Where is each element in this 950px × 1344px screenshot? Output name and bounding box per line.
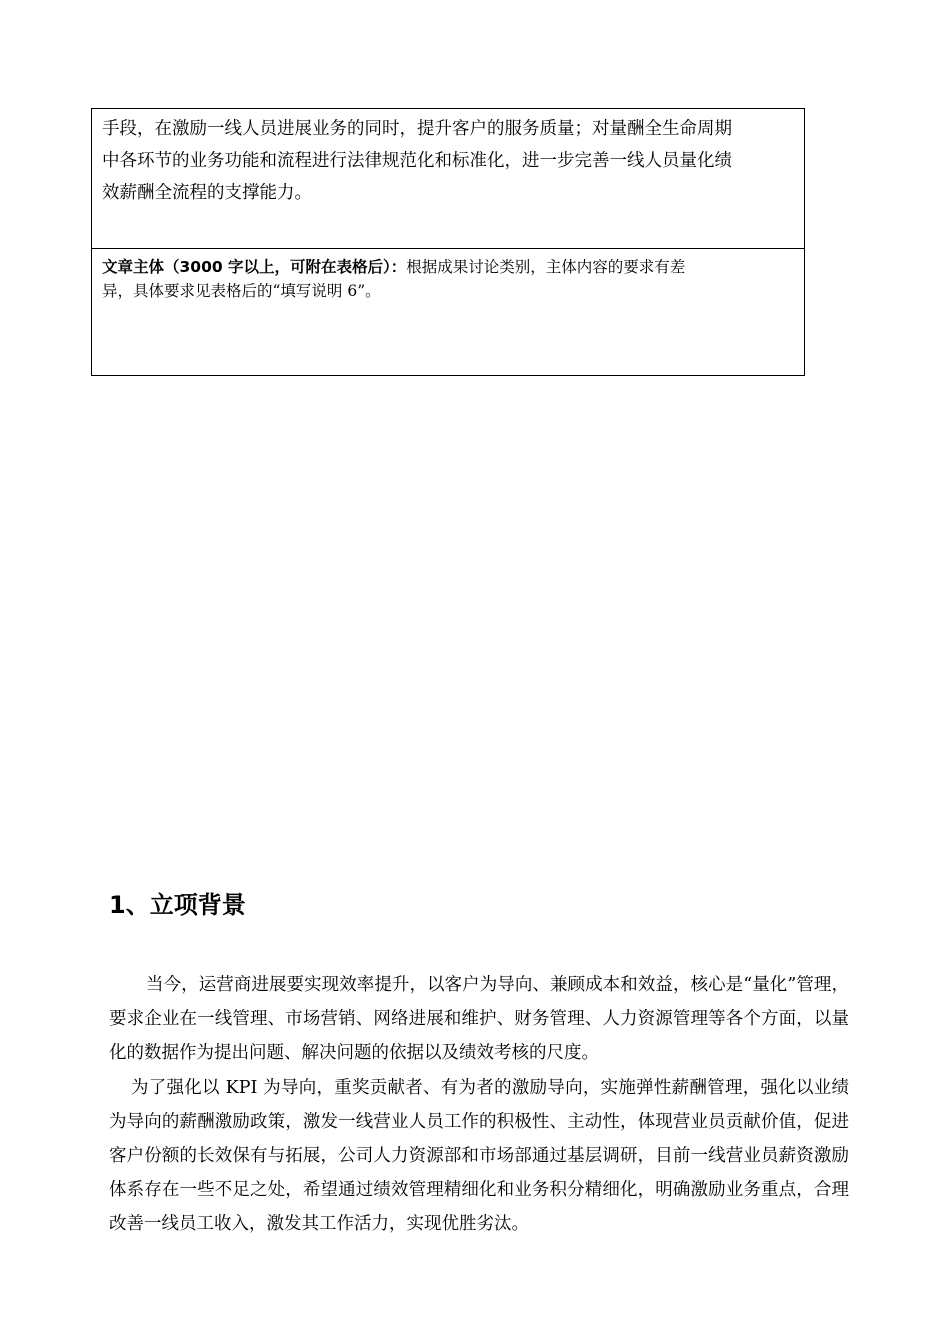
paragraph-line: 理等各个方面，以量化的数据作为提出问题、解决问题的依据以及绩效考核的尺度。 — [109, 1009, 850, 1064]
article-body-note-line2: 异，具体要求见表格后的“填写说明 6”。 — [102, 282, 381, 300]
paragraph-line: 精细化，明确激励业务重点，合理改善一线员工收入，激发其工作活力，实现优胜劣汰。 — [109, 1180, 850, 1235]
article-body-note: 根据成果讨论类别，主体内容的要求有差 — [406, 258, 686, 276]
summary-line: 效薪酬全流程的支撑能力。 — [102, 183, 312, 203]
paragraph-line: 目前一线营业员薪资激励体系存在一些不足之处，希望通过绩效管理精细化和业务积分 — [109, 1146, 850, 1201]
summary-line: 手段，在激励一线人员进展业务的同时，提升客户的服务质量；对量酬全生命周期 — [102, 119, 732, 139]
section-body — [109, 968, 849, 1242]
paragraph-line: 为了强化以 KPI 为导向，重奖贡献者、有为者的激励导向，实施弹性薪酬管理，强 — [131, 1077, 779, 1098]
article-body-cell — [92, 249, 804, 375]
article-body-heading: 文章主体（3000 字以上，可附在表格后）： — [102, 258, 407, 276]
section-title: 1、立项背景 — [109, 891, 246, 919]
summary-line: 中各环节的业务功能和流程进行法律规范化和标准化，进一步完善一线人员量化绩 — [102, 151, 732, 171]
form-table — [91, 108, 805, 376]
paragraph-line: 当今，运营商进展要实现效率提升，以客户为导向、兼顾成本和效益，核心是“量 — [146, 975, 770, 995]
paragraph-line: 员贡献价值，促进客户份额的长效保有与拓展，公司人力资源部和市场部通过基层调研， — [109, 1111, 850, 1167]
article-body-instruction — [102, 255, 796, 279]
paragraph-2 — [109, 1071, 849, 1242]
paragraph-line: 化以业绩为导向的薪酬激励政策，激发一线营业人员工作的积极性、主动性，体现营业 — [109, 1077, 849, 1132]
summary-cell — [92, 109, 804, 249]
paragraph-line: 化”管理，要求企业在一线管理、市场营销、网络进展和维护、财务管理、人力资源管 — [109, 975, 849, 1030]
paragraph-1 — [109, 968, 849, 1071]
